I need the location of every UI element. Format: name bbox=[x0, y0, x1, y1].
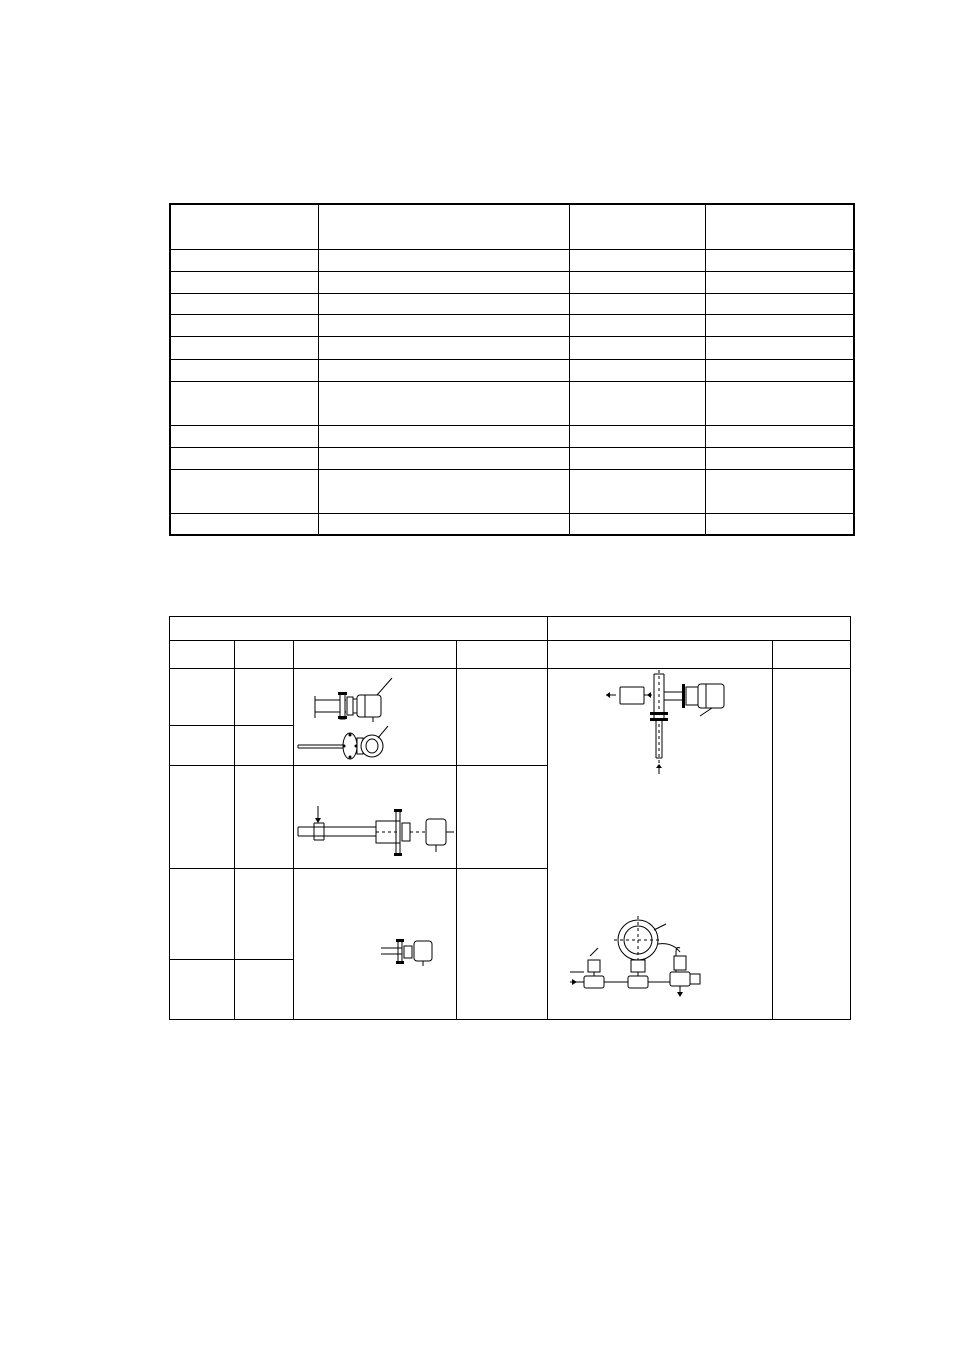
table-cell bbox=[235, 960, 294, 1020]
table-cell bbox=[170, 447, 318, 469]
table-header-cell bbox=[294, 641, 457, 669]
table-cell bbox=[235, 726, 294, 766]
table-cell bbox=[705, 359, 854, 381]
table-header-cell bbox=[170, 204, 318, 249]
table-row bbox=[170, 249, 854, 271]
table-cell bbox=[170, 469, 318, 513]
table-cell bbox=[170, 960, 235, 1020]
table-cell bbox=[318, 249, 569, 271]
table-row bbox=[170, 669, 851, 726]
table-cell bbox=[569, 293, 705, 314]
table-row bbox=[170, 447, 854, 469]
table-row bbox=[170, 513, 854, 535]
table-cell bbox=[705, 293, 854, 314]
table-cell bbox=[569, 314, 705, 336]
rod-probe-with-flange-figure bbox=[296, 724, 396, 760]
table-cell bbox=[705, 249, 854, 271]
table-cell bbox=[569, 359, 705, 381]
table-cell bbox=[170, 293, 318, 314]
table-header-cell bbox=[705, 204, 854, 249]
table-cell bbox=[170, 249, 318, 271]
table-cell bbox=[318, 469, 569, 513]
table-group-header-cell bbox=[548, 617, 851, 641]
table-header-cell bbox=[457, 641, 548, 669]
table-row bbox=[170, 293, 854, 314]
table-cell bbox=[170, 869, 235, 960]
table-cell bbox=[457, 766, 548, 869]
table-cell bbox=[705, 513, 854, 535]
table-cell bbox=[318, 447, 569, 469]
table-cell bbox=[569, 381, 705, 425]
installation-table bbox=[169, 616, 851, 1020]
table-header-cell bbox=[318, 204, 569, 249]
table-cell bbox=[773, 669, 851, 1020]
table-cell bbox=[170, 381, 318, 425]
table-cell bbox=[457, 669, 548, 766]
table-cell bbox=[170, 314, 318, 336]
probe-with-flange-figure bbox=[310, 676, 400, 722]
table-header-cell bbox=[170, 641, 235, 669]
table-group-header-row bbox=[170, 617, 851, 641]
table-cell bbox=[318, 381, 569, 425]
table-row bbox=[170, 336, 854, 359]
table-cell bbox=[170, 359, 318, 381]
table-cell bbox=[705, 381, 854, 425]
long-probe-with-flange-figure bbox=[296, 806, 454, 862]
table-cell bbox=[318, 425, 569, 447]
table-cell bbox=[235, 766, 294, 869]
table-header-cell bbox=[548, 641, 773, 669]
table-cell bbox=[569, 336, 705, 359]
table-header-row bbox=[170, 641, 851, 669]
table-cell bbox=[235, 869, 294, 960]
table-cell bbox=[569, 447, 705, 469]
table-cell bbox=[318, 271, 569, 293]
table-cell bbox=[318, 314, 569, 336]
table-cell bbox=[705, 271, 854, 293]
specification-table bbox=[169, 203, 855, 536]
ring-sampling-assembly-figure bbox=[568, 912, 720, 1004]
table-header-cell bbox=[569, 204, 705, 249]
table-group-header-cell bbox=[170, 617, 548, 641]
table-cell bbox=[235, 669, 294, 726]
table-cell bbox=[705, 469, 854, 513]
table-cell bbox=[170, 766, 235, 869]
table-cell bbox=[705, 447, 854, 469]
table-cell bbox=[318, 513, 569, 535]
table-cell bbox=[170, 336, 318, 359]
table-row bbox=[170, 359, 854, 381]
table-cell bbox=[318, 336, 569, 359]
table-row bbox=[170, 469, 854, 513]
table-cell bbox=[170, 669, 235, 726]
table-row bbox=[170, 314, 854, 336]
table-cell bbox=[569, 513, 705, 535]
table-cell bbox=[705, 336, 854, 359]
table-cell bbox=[569, 249, 705, 271]
table-cell bbox=[170, 513, 318, 535]
table-cell bbox=[318, 359, 569, 381]
table-cell bbox=[170, 425, 318, 447]
table-cell bbox=[569, 425, 705, 447]
table-cell bbox=[705, 425, 854, 447]
table-cell bbox=[170, 726, 235, 766]
table-cell bbox=[457, 869, 548, 1020]
table-row bbox=[170, 381, 854, 425]
short-probe-with-flange-figure bbox=[380, 938, 438, 966]
bypass-pipe-assembly-figure bbox=[604, 670, 734, 774]
table-header-row bbox=[170, 204, 854, 249]
table-row bbox=[170, 425, 854, 447]
table-cell bbox=[705, 314, 854, 336]
table-header-cell bbox=[235, 641, 294, 669]
table-cell bbox=[170, 271, 318, 293]
table-cell bbox=[569, 469, 705, 513]
table-row bbox=[170, 271, 854, 293]
table-header-cell bbox=[773, 641, 851, 669]
table-cell bbox=[318, 293, 569, 314]
table-cell bbox=[569, 271, 705, 293]
